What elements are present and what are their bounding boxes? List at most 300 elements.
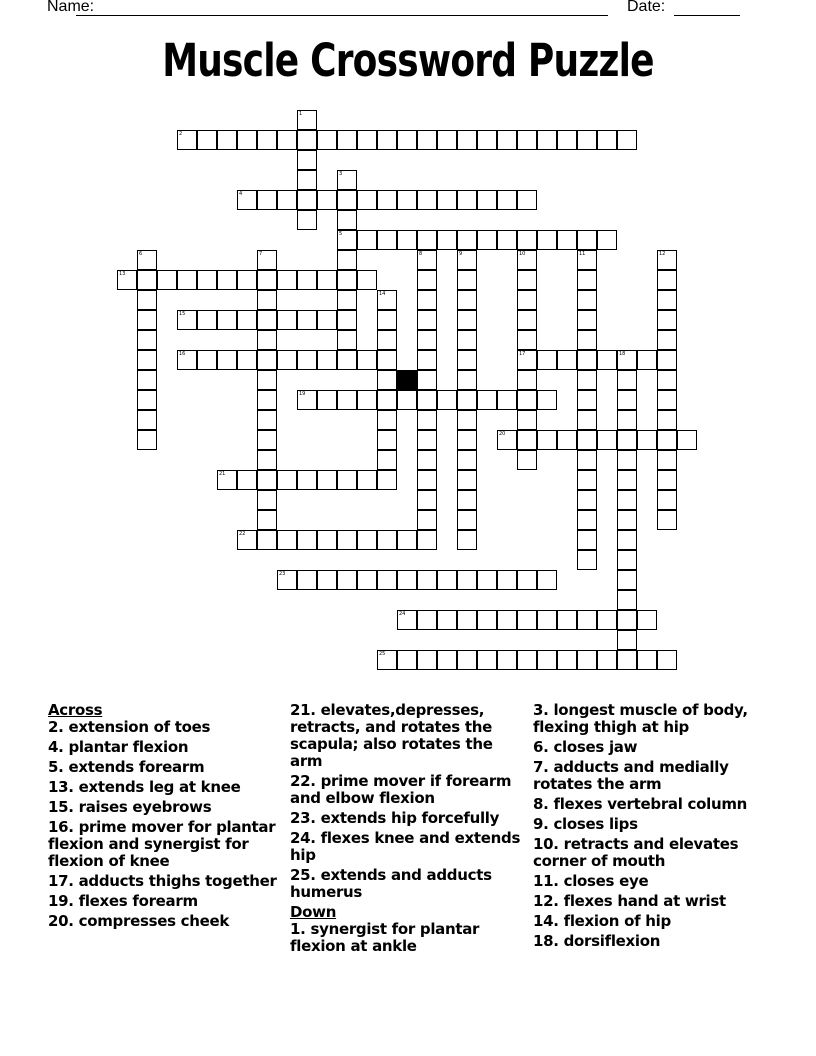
grid-cell[interactable] bbox=[397, 650, 417, 670]
grid-cell[interactable] bbox=[277, 310, 297, 330]
grid-cell[interactable] bbox=[517, 390, 537, 410]
grid-cell[interactable] bbox=[617, 370, 637, 390]
grid-cell[interactable] bbox=[657, 270, 677, 290]
grid-cell[interactable] bbox=[377, 470, 397, 490]
grid-cell[interactable] bbox=[357, 270, 377, 290]
grid-cell[interactable] bbox=[517, 430, 537, 450]
grid-cell[interactable] bbox=[617, 610, 637, 630]
grid-cell[interactable] bbox=[137, 330, 157, 350]
grid-cell[interactable] bbox=[577, 430, 597, 450]
grid-cell[interactable] bbox=[557, 230, 577, 250]
clue-text: closes lips bbox=[548, 815, 638, 833]
grid-cell[interactable] bbox=[337, 130, 357, 150]
grid-cell[interactable] bbox=[537, 390, 557, 410]
grid-cell[interactable] bbox=[257, 310, 277, 330]
grid-cell[interactable] bbox=[417, 450, 437, 470]
grid-cell[interactable] bbox=[557, 430, 577, 450]
clue-number: 21. bbox=[290, 701, 316, 719]
grid-cell[interactable] bbox=[377, 370, 397, 390]
grid-cell[interactable] bbox=[577, 410, 597, 430]
grid-cell[interactable] bbox=[637, 430, 657, 450]
grid-cell[interactable] bbox=[457, 350, 477, 370]
grid-cell[interactable] bbox=[437, 230, 457, 250]
grid-cell[interactable] bbox=[257, 390, 277, 410]
grid-cell[interactable] bbox=[457, 310, 477, 330]
grid-cell[interactable] bbox=[297, 350, 317, 370]
grid-cell[interactable] bbox=[577, 550, 597, 570]
grid-cell[interactable] bbox=[297, 570, 317, 590]
grid-cell[interactable] bbox=[577, 450, 597, 470]
grid-cell[interactable] bbox=[297, 470, 317, 490]
grid-cell[interactable] bbox=[617, 530, 637, 550]
grid-cell[interactable] bbox=[457, 290, 477, 310]
grid-cell[interactable] bbox=[237, 130, 257, 150]
grid-cell[interactable] bbox=[497, 230, 517, 250]
grid-cell[interactable] bbox=[517, 650, 537, 670]
clue-text: retracts and elevates corner of mouth bbox=[533, 835, 739, 870]
grid-cell[interactable] bbox=[677, 430, 697, 450]
grid-cell[interactable] bbox=[377, 390, 397, 410]
grid-cell[interactable] bbox=[217, 130, 237, 150]
grid-cell[interactable] bbox=[497, 190, 517, 210]
grid-cell[interactable] bbox=[617, 450, 637, 470]
grid-cell[interactable] bbox=[597, 430, 617, 450]
grid-cell[interactable] bbox=[257, 330, 277, 350]
grid-cell[interactable] bbox=[337, 230, 357, 250]
grid-cell[interactable] bbox=[417, 570, 437, 590]
grid-cell[interactable] bbox=[417, 410, 437, 430]
grid-cell[interactable] bbox=[377, 130, 397, 150]
grid-cell[interactable] bbox=[557, 610, 577, 630]
grid-cell[interactable] bbox=[577, 510, 597, 530]
grid-cell[interactable] bbox=[457, 510, 477, 530]
clue-text: extends hip forcefully bbox=[315, 809, 500, 827]
grid-cell[interactable] bbox=[417, 330, 437, 350]
grid-cell[interactable] bbox=[617, 490, 637, 510]
grid-cell[interactable] bbox=[497, 610, 517, 630]
grid-cell[interactable] bbox=[437, 130, 457, 150]
grid-cell[interactable] bbox=[617, 650, 637, 670]
grid-cell[interactable] bbox=[357, 470, 377, 490]
grid-cell[interactable] bbox=[457, 130, 477, 150]
grid-cell[interactable] bbox=[457, 270, 477, 290]
grid-cell[interactable] bbox=[417, 310, 437, 330]
grid-cell[interactable] bbox=[317, 130, 337, 150]
grid-cell[interactable] bbox=[297, 130, 317, 150]
grid-cell[interactable] bbox=[317, 270, 337, 290]
grid-cell[interactable] bbox=[377, 430, 397, 450]
grid-cell[interactable] bbox=[537, 430, 557, 450]
grid-cell[interactable] bbox=[137, 370, 157, 390]
grid-cell[interactable] bbox=[437, 190, 457, 210]
grid-cell[interactable] bbox=[417, 250, 437, 270]
grid-cell[interactable] bbox=[517, 250, 537, 270]
grid-cell[interactable] bbox=[517, 350, 537, 370]
grid-cell[interactable] bbox=[177, 350, 197, 370]
black-cell bbox=[397, 370, 417, 390]
grid-cell[interactable] bbox=[377, 350, 397, 370]
grid-cell[interactable] bbox=[137, 250, 157, 270]
grid-cell[interactable] bbox=[397, 230, 417, 250]
grid-cell[interactable] bbox=[237, 530, 257, 550]
grid-cell[interactable] bbox=[437, 390, 457, 410]
grid-cell[interactable] bbox=[257, 370, 277, 390]
grid-cell[interactable] bbox=[397, 570, 417, 590]
grid-cell[interactable] bbox=[537, 130, 557, 150]
clue-text: prime mover for plantar flexion and synergist for flexion of knee bbox=[48, 818, 276, 870]
grid-cell[interactable] bbox=[457, 470, 477, 490]
grid-cell[interactable] bbox=[217, 310, 237, 330]
grid-cell[interactable] bbox=[397, 390, 417, 410]
grid-cell[interactable] bbox=[217, 270, 237, 290]
clue-item bbox=[533, 836, 763, 870]
grid-cell[interactable] bbox=[337, 290, 357, 310]
grid-cell[interactable] bbox=[457, 430, 477, 450]
grid-cell[interactable] bbox=[297, 110, 317, 130]
grid-cell[interactable] bbox=[617, 430, 637, 450]
grid-cell[interactable] bbox=[477, 390, 497, 410]
grid-cell[interactable] bbox=[297, 530, 317, 550]
grid-cell[interactable] bbox=[197, 310, 217, 330]
grid-cell[interactable] bbox=[417, 370, 437, 390]
grid-cell[interactable] bbox=[297, 170, 317, 190]
grid-cell[interactable] bbox=[597, 130, 617, 150]
grid-cell[interactable] bbox=[377, 330, 397, 350]
clue-item bbox=[48, 819, 280, 870]
grid-cell[interactable] bbox=[197, 270, 217, 290]
grid-cell[interactable] bbox=[257, 470, 277, 490]
grid-cell[interactable] bbox=[257, 130, 277, 150]
grid-cell[interactable] bbox=[537, 650, 557, 670]
date-label: Date: bbox=[627, 0, 666, 15]
grid-cell[interactable] bbox=[277, 270, 297, 290]
grid-cell[interactable] bbox=[457, 570, 477, 590]
grid-cell[interactable] bbox=[337, 330, 357, 350]
grid-cell[interactable] bbox=[617, 510, 637, 530]
grid-cell[interactable] bbox=[557, 650, 577, 670]
grid-cell[interactable] bbox=[137, 410, 157, 430]
grid-cell[interactable] bbox=[337, 190, 357, 210]
grid-cell[interactable] bbox=[657, 650, 677, 670]
grid-cell[interactable] bbox=[237, 350, 257, 370]
grid-cell[interactable] bbox=[517, 450, 537, 470]
grid-cell[interactable] bbox=[317, 350, 337, 370]
grid-cell[interactable] bbox=[237, 190, 257, 210]
grid-cell[interactable] bbox=[417, 470, 437, 490]
grid-cell[interactable] bbox=[617, 350, 637, 370]
grid-cell[interactable] bbox=[457, 450, 477, 470]
grid-cell[interactable] bbox=[337, 210, 357, 230]
grid-cell[interactable] bbox=[657, 510, 677, 530]
grid-cell[interactable] bbox=[257, 410, 277, 430]
grid-cell[interactable] bbox=[377, 650, 397, 670]
clue-number: 9 bbox=[459, 251, 463, 257]
grid-cell[interactable] bbox=[457, 330, 477, 350]
grid-cell[interactable] bbox=[337, 530, 357, 550]
grid-cell[interactable] bbox=[417, 230, 437, 250]
grid-cell[interactable] bbox=[597, 610, 617, 630]
grid-cell[interactable] bbox=[257, 270, 277, 290]
grid-cell[interactable] bbox=[657, 390, 677, 410]
grid-cell[interactable] bbox=[297, 210, 317, 230]
clue-text: adducts and medially rotates the arm bbox=[533, 758, 729, 793]
grid-cell[interactable] bbox=[657, 350, 677, 370]
grid-cell[interactable] bbox=[357, 130, 377, 150]
grid-cell[interactable] bbox=[417, 130, 437, 150]
grid-cell[interactable] bbox=[417, 490, 437, 510]
grid-cell[interactable] bbox=[237, 470, 257, 490]
grid-cell[interactable] bbox=[177, 310, 197, 330]
grid-cell[interactable] bbox=[477, 650, 497, 670]
grid-cell[interactable] bbox=[417, 530, 437, 550]
grid-cell[interactable] bbox=[377, 570, 397, 590]
grid-cell[interactable] bbox=[577, 130, 597, 150]
grid-cell[interactable] bbox=[597, 230, 617, 250]
grid-cell[interactable] bbox=[257, 510, 277, 530]
grid-cell[interactable] bbox=[277, 530, 297, 550]
grid-cell[interactable] bbox=[337, 570, 357, 590]
grid-cell[interactable] bbox=[577, 350, 597, 370]
grid-cell[interactable] bbox=[517, 290, 537, 310]
clue-number: 18. bbox=[533, 932, 559, 950]
grid-cell[interactable] bbox=[357, 350, 377, 370]
clue-text: adducts thighs together bbox=[73, 872, 277, 890]
grid-cell[interactable] bbox=[617, 590, 637, 610]
grid-cell[interactable] bbox=[617, 390, 637, 410]
grid-cell[interactable] bbox=[417, 350, 437, 370]
grid-cell[interactable] bbox=[417, 290, 437, 310]
grid-cell[interactable] bbox=[277, 190, 297, 210]
grid-cell[interactable] bbox=[517, 230, 537, 250]
grid-cell[interactable] bbox=[317, 570, 337, 590]
grid-cell[interactable] bbox=[297, 310, 317, 330]
grid-cell[interactable] bbox=[257, 250, 277, 270]
grid-cell[interactable] bbox=[417, 510, 437, 530]
grid-cell[interactable] bbox=[397, 190, 417, 210]
grid-cell[interactable] bbox=[457, 610, 477, 630]
grid-cell[interactable] bbox=[297, 190, 317, 210]
grid-cell[interactable] bbox=[377, 290, 397, 310]
grid-cell[interactable] bbox=[117, 270, 137, 290]
grid-cell[interactable] bbox=[257, 490, 277, 510]
clue-number: 24. bbox=[290, 829, 316, 847]
grid-cell[interactable] bbox=[637, 650, 657, 670]
grid-cell[interactable] bbox=[557, 130, 577, 150]
grid-cell[interactable] bbox=[357, 230, 377, 250]
grid-cell[interactable] bbox=[217, 350, 237, 370]
grid-cell[interactable] bbox=[657, 310, 677, 330]
grid-cell[interactable] bbox=[537, 570, 557, 590]
grid-cell[interactable] bbox=[597, 350, 617, 370]
grid-cell[interactable] bbox=[577, 390, 597, 410]
grid-cell[interactable] bbox=[137, 430, 157, 450]
grid-cell[interactable] bbox=[517, 370, 537, 390]
grid-cell[interactable] bbox=[437, 570, 457, 590]
grid-cell[interactable] bbox=[357, 190, 377, 210]
grid-cell[interactable] bbox=[457, 530, 477, 550]
grid-cell[interactable] bbox=[417, 190, 437, 210]
grid-cell[interactable] bbox=[137, 270, 157, 290]
grid-cell[interactable] bbox=[417, 270, 437, 290]
grid-cell[interactable] bbox=[337, 170, 357, 190]
grid-cell[interactable] bbox=[237, 270, 257, 290]
grid-cell[interactable] bbox=[337, 310, 357, 330]
grid-cell[interactable] bbox=[517, 610, 537, 630]
grid-cell[interactable] bbox=[657, 290, 677, 310]
grid-cell[interactable] bbox=[577, 470, 597, 490]
grid-cell[interactable] bbox=[537, 610, 557, 630]
grid-cell[interactable] bbox=[437, 650, 457, 670]
grid-cell[interactable] bbox=[317, 190, 337, 210]
grid-cell[interactable] bbox=[477, 610, 497, 630]
grid-cell[interactable] bbox=[377, 310, 397, 330]
grid-cell[interactable] bbox=[657, 490, 677, 510]
grid-cell[interactable] bbox=[657, 330, 677, 350]
grid-cell[interactable] bbox=[197, 350, 217, 370]
grid-cell[interactable] bbox=[637, 350, 657, 370]
grid-cell[interactable] bbox=[257, 190, 277, 210]
grid-cell[interactable] bbox=[497, 570, 517, 590]
grid-cell[interactable] bbox=[317, 310, 337, 330]
grid-cell[interactable] bbox=[337, 250, 357, 270]
grid-cell[interactable] bbox=[257, 450, 277, 470]
grid-cell[interactable] bbox=[477, 230, 497, 250]
grid-cell[interactable] bbox=[337, 350, 357, 370]
grid-cell[interactable] bbox=[317, 390, 337, 410]
grid-cell[interactable] bbox=[417, 610, 437, 630]
clue-item bbox=[48, 799, 280, 816]
grid-cell[interactable] bbox=[297, 390, 317, 410]
grid-cell[interactable] bbox=[517, 310, 537, 330]
grid-cell[interactable] bbox=[457, 190, 477, 210]
grid-cell[interactable] bbox=[277, 350, 297, 370]
grid-cell[interactable] bbox=[577, 230, 597, 250]
grid-cell[interactable] bbox=[617, 130, 637, 150]
grid-cell[interactable] bbox=[297, 270, 317, 290]
grid-cell[interactable] bbox=[477, 190, 497, 210]
grid-cell[interactable] bbox=[437, 610, 457, 630]
grid-cell[interactable] bbox=[377, 230, 397, 250]
grid-cell[interactable] bbox=[357, 570, 377, 590]
grid-cell[interactable] bbox=[517, 570, 537, 590]
grid-cell[interactable] bbox=[637, 610, 657, 630]
grid-cell[interactable] bbox=[257, 350, 277, 370]
grid-cell[interactable] bbox=[337, 270, 357, 290]
grid-cell[interactable] bbox=[397, 530, 417, 550]
grid-cell[interactable] bbox=[177, 130, 197, 150]
grid-cell[interactable] bbox=[197, 130, 217, 150]
grid-cell[interactable] bbox=[577, 650, 597, 670]
grid-cell[interactable] bbox=[157, 270, 177, 290]
grid-cell[interactable] bbox=[597, 650, 617, 670]
grid-cell[interactable] bbox=[377, 530, 397, 550]
grid-cell[interactable] bbox=[397, 130, 417, 150]
grid-cell[interactable] bbox=[357, 390, 377, 410]
grid-cell[interactable] bbox=[497, 650, 517, 670]
grid-cell[interactable] bbox=[257, 530, 277, 550]
grid-cell[interactable] bbox=[177, 270, 197, 290]
grid-cell[interactable] bbox=[617, 410, 637, 430]
grid-cell[interactable] bbox=[617, 550, 637, 570]
grid-cell[interactable] bbox=[577, 250, 597, 270]
grid-cell[interactable] bbox=[517, 270, 537, 290]
grid-cell[interactable] bbox=[377, 450, 397, 470]
grid-cell[interactable] bbox=[657, 430, 677, 450]
grid-cell[interactable] bbox=[277, 130, 297, 150]
grid-cell[interactable] bbox=[577, 270, 597, 290]
grid-cell[interactable] bbox=[617, 570, 637, 590]
grid-cell[interactable] bbox=[537, 350, 557, 370]
grid-cell[interactable] bbox=[657, 370, 677, 390]
grid-cell[interactable] bbox=[257, 430, 277, 450]
grid-cell[interactable] bbox=[337, 470, 357, 490]
grid-cell[interactable] bbox=[517, 130, 537, 150]
grid-cell[interactable] bbox=[577, 610, 597, 630]
grid-cell[interactable] bbox=[477, 130, 497, 150]
grid-cell[interactable] bbox=[397, 610, 417, 630]
grid-cell[interactable] bbox=[517, 410, 537, 430]
grid-cell[interactable] bbox=[417, 430, 437, 450]
grid-cell[interactable] bbox=[577, 370, 597, 390]
grid-cell[interactable] bbox=[657, 250, 677, 270]
grid-cell[interactable] bbox=[277, 570, 297, 590]
grid-cell[interactable] bbox=[517, 330, 537, 350]
grid-cell[interactable] bbox=[317, 470, 337, 490]
grid-cell[interactable] bbox=[497, 390, 517, 410]
grid-cell[interactable] bbox=[297, 150, 317, 170]
grid-cell[interactable] bbox=[657, 410, 677, 430]
grid-cell[interactable] bbox=[577, 310, 597, 330]
grid-cell[interactable] bbox=[457, 370, 477, 390]
grid-cell[interactable] bbox=[657, 450, 677, 470]
grid-cell[interactable] bbox=[357, 530, 377, 550]
grid-cell[interactable] bbox=[137, 390, 157, 410]
grid-cell[interactable] bbox=[557, 350, 577, 370]
grid-cell[interactable] bbox=[497, 130, 517, 150]
grid-cell[interactable] bbox=[657, 470, 677, 490]
grid-cell[interactable] bbox=[137, 310, 157, 330]
grid-cell[interactable] bbox=[457, 490, 477, 510]
grid-cell[interactable] bbox=[577, 330, 597, 350]
grid-cell[interactable] bbox=[497, 430, 517, 450]
grid-cell[interactable] bbox=[337, 390, 357, 410]
grid-cell[interactable] bbox=[277, 470, 297, 490]
grid-cell[interactable] bbox=[457, 250, 477, 270]
grid-cell[interactable] bbox=[237, 310, 257, 330]
grid-cell[interactable] bbox=[577, 490, 597, 510]
grid-cell[interactable] bbox=[377, 410, 397, 430]
grid-cell[interactable] bbox=[457, 230, 477, 250]
grid-cell[interactable] bbox=[577, 530, 597, 550]
grid-cell[interactable] bbox=[217, 470, 237, 490]
grid-cell[interactable] bbox=[417, 650, 437, 670]
grid-cell[interactable] bbox=[537, 230, 557, 250]
grid-cell[interactable] bbox=[457, 410, 477, 430]
grid-cell[interactable] bbox=[457, 390, 477, 410]
grid-cell[interactable] bbox=[457, 650, 477, 670]
grid-cell[interactable] bbox=[577, 290, 597, 310]
grid-cell[interactable] bbox=[317, 530, 337, 550]
grid-cell[interactable] bbox=[377, 190, 397, 210]
grid-cell[interactable] bbox=[477, 570, 497, 590]
grid-cell[interactable] bbox=[617, 630, 637, 650]
grid-cell[interactable] bbox=[137, 350, 157, 370]
grid-cell[interactable] bbox=[617, 470, 637, 490]
grid-cell[interactable] bbox=[137, 290, 157, 310]
grid-cell[interactable] bbox=[417, 390, 437, 410]
grid-cell[interactable] bbox=[257, 290, 277, 310]
grid-cell[interactable] bbox=[517, 190, 537, 210]
